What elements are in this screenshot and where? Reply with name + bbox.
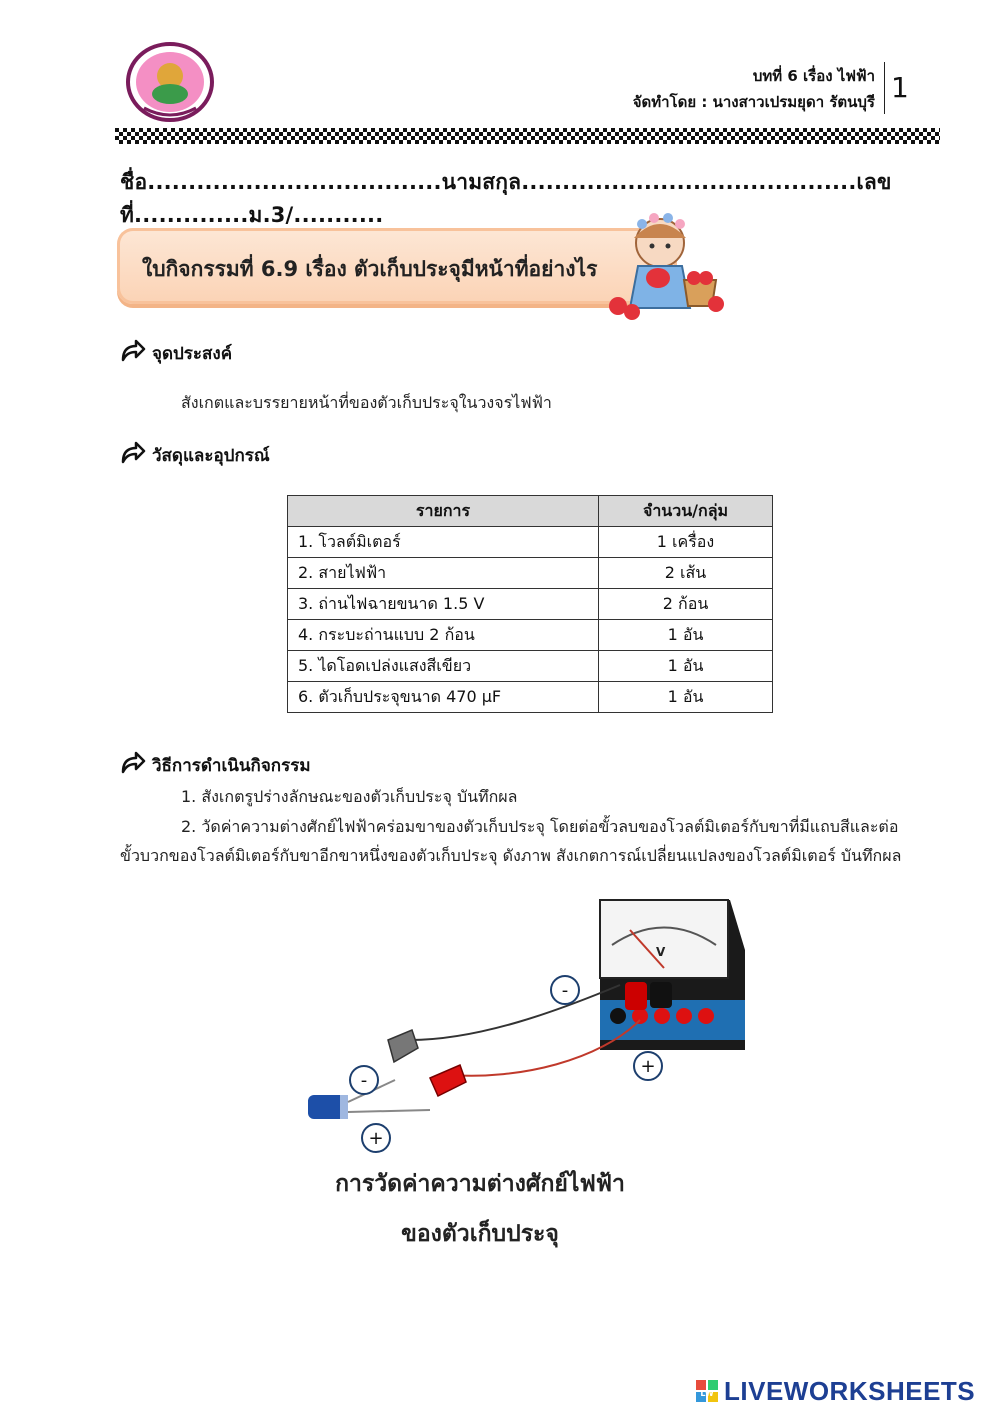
procedure-step-1: 1. สังเกตรูปร่างลักษณะของตัวเก็บประจุ บันทึกผล — [181, 787, 518, 806]
minus-marker-capacitor — [350, 1066, 378, 1094]
table-row — [288, 682, 773, 713]
minus-marker-meter — [551, 976, 579, 1004]
objective-heading: จุดประสงค์ — [152, 344, 233, 364]
quantity-cell: 2 เส้น — [599, 558, 773, 589]
chapter-label: บทที่ 6 เรื่อง ไฟฟ้า — [752, 67, 875, 85]
column-header-item: รายการ — [288, 496, 599, 527]
checkered-divider — [115, 128, 940, 144]
quantity-cell: 1 อัน — [599, 651, 773, 682]
procedure-heading: วิธีการดำเนินกิจกรรม — [152, 756, 311, 776]
diagram-caption-line-2: ของตัวเก็บประจุ — [401, 1221, 559, 1247]
item-cell: 6. ตัวเก็บประจุขนาด 470 µF — [288, 682, 599, 713]
item-cell: 5. ไดโอดเปล่งแสงสีเขียว — [288, 651, 599, 682]
table-row — [288, 651, 773, 682]
column-header-quantity: จำนวน/กลุ่ม — [599, 496, 773, 527]
plus-marker-capacitor — [362, 1124, 390, 1152]
item-cell: 1. โวลต์มิเตอร์ — [288, 527, 599, 558]
school-logo-icon — [122, 42, 218, 122]
diagram-caption-line-1: การวัดค่าความต่างศักย์ไฟฟ้า — [335, 1171, 625, 1197]
procedure-step-2-line-2: ขั้วบวกของโวลต์มิเตอร์กับขาอีกขาหนึ่งของตัวเก็บประจุ ดังภาพ สังเกตการณ์เปลี่ยนแปลงของโวลต์มิเตอร์ บันทึกผล — [120, 846, 902, 865]
girl-with-strawberries-icon — [598, 208, 728, 323]
item-cell: 4. กระบะถ่านแบบ 2 ก้อน — [288, 620, 599, 651]
svg-text:LW: LW — [700, 1389, 714, 1398]
svg-text:-: - — [561, 980, 569, 1001]
table-row — [288, 558, 773, 589]
activity-title: ใบกิจกรรมที่ 6.9 เรื่อง ตัวเก็บประจุมีหน้าที่อย่างไร — [142, 257, 598, 281]
quantity-cell: 2 ก้อน — [599, 589, 773, 620]
voltmeter-icon — [600, 900, 745, 1050]
table-row — [288, 620, 773, 651]
curved-arrow-icon — [120, 750, 146, 774]
materials-heading: วัสดุและอุปกรณ์ — [152, 446, 270, 466]
svg-text:+: + — [640, 1056, 656, 1077]
procedure-step-2-line-1: 2. วัดค่าความต่างศักย์ไฟฟ้าคร่อมขาของตัวเก็บประจุ โดยต่อขั้วลบของโวลต์มิเตอร์กับขาที่มีแถบสีและต่อ — [181, 817, 899, 836]
quantity-cell: 1 อัน — [599, 682, 773, 713]
svg-text:+: + — [368, 1128, 384, 1149]
svg-text:-: - — [360, 1070, 368, 1091]
quantity-cell: 1 อัน — [599, 620, 773, 651]
objective-text: สังเกตและบรรยายหน้าที่ของตัวเก็บประจุในวงจรไฟฟ้า — [181, 393, 552, 412]
liveworksheets-logo-icon — [696, 1380, 718, 1402]
student-info-line: ชื่อ....................................นามสกุล.........................................เลขที่..............ม.3/........... — [120, 170, 892, 227]
table-header-row — [288, 496, 773, 527]
curved-arrow-icon — [120, 338, 146, 362]
voltmeter-capacitor-diagram — [300, 890, 760, 1160]
quantity-cell: 1 เครื่อง — [599, 527, 773, 558]
plus-marker-meter — [634, 1052, 662, 1080]
page-number: 1 — [884, 62, 909, 114]
curved-arrow-icon — [120, 440, 146, 464]
table-row — [288, 589, 773, 620]
materials-table — [287, 495, 773, 713]
liveworksheets-brand[interactable]: LIVEWORKSHEETS — [724, 1376, 976, 1406]
meter-unit-label: V — [656, 945, 666, 959]
item-cell: 2. สายไฟฟ้า — [288, 558, 599, 589]
item-cell: 3. ถ่านไฟฉายขนาด 1.5 V — [288, 589, 599, 620]
table-row — [288, 527, 773, 558]
author-label: จัดทำโดย : นางสาวเปรมยุดา รัตนบุรี — [632, 93, 875, 111]
